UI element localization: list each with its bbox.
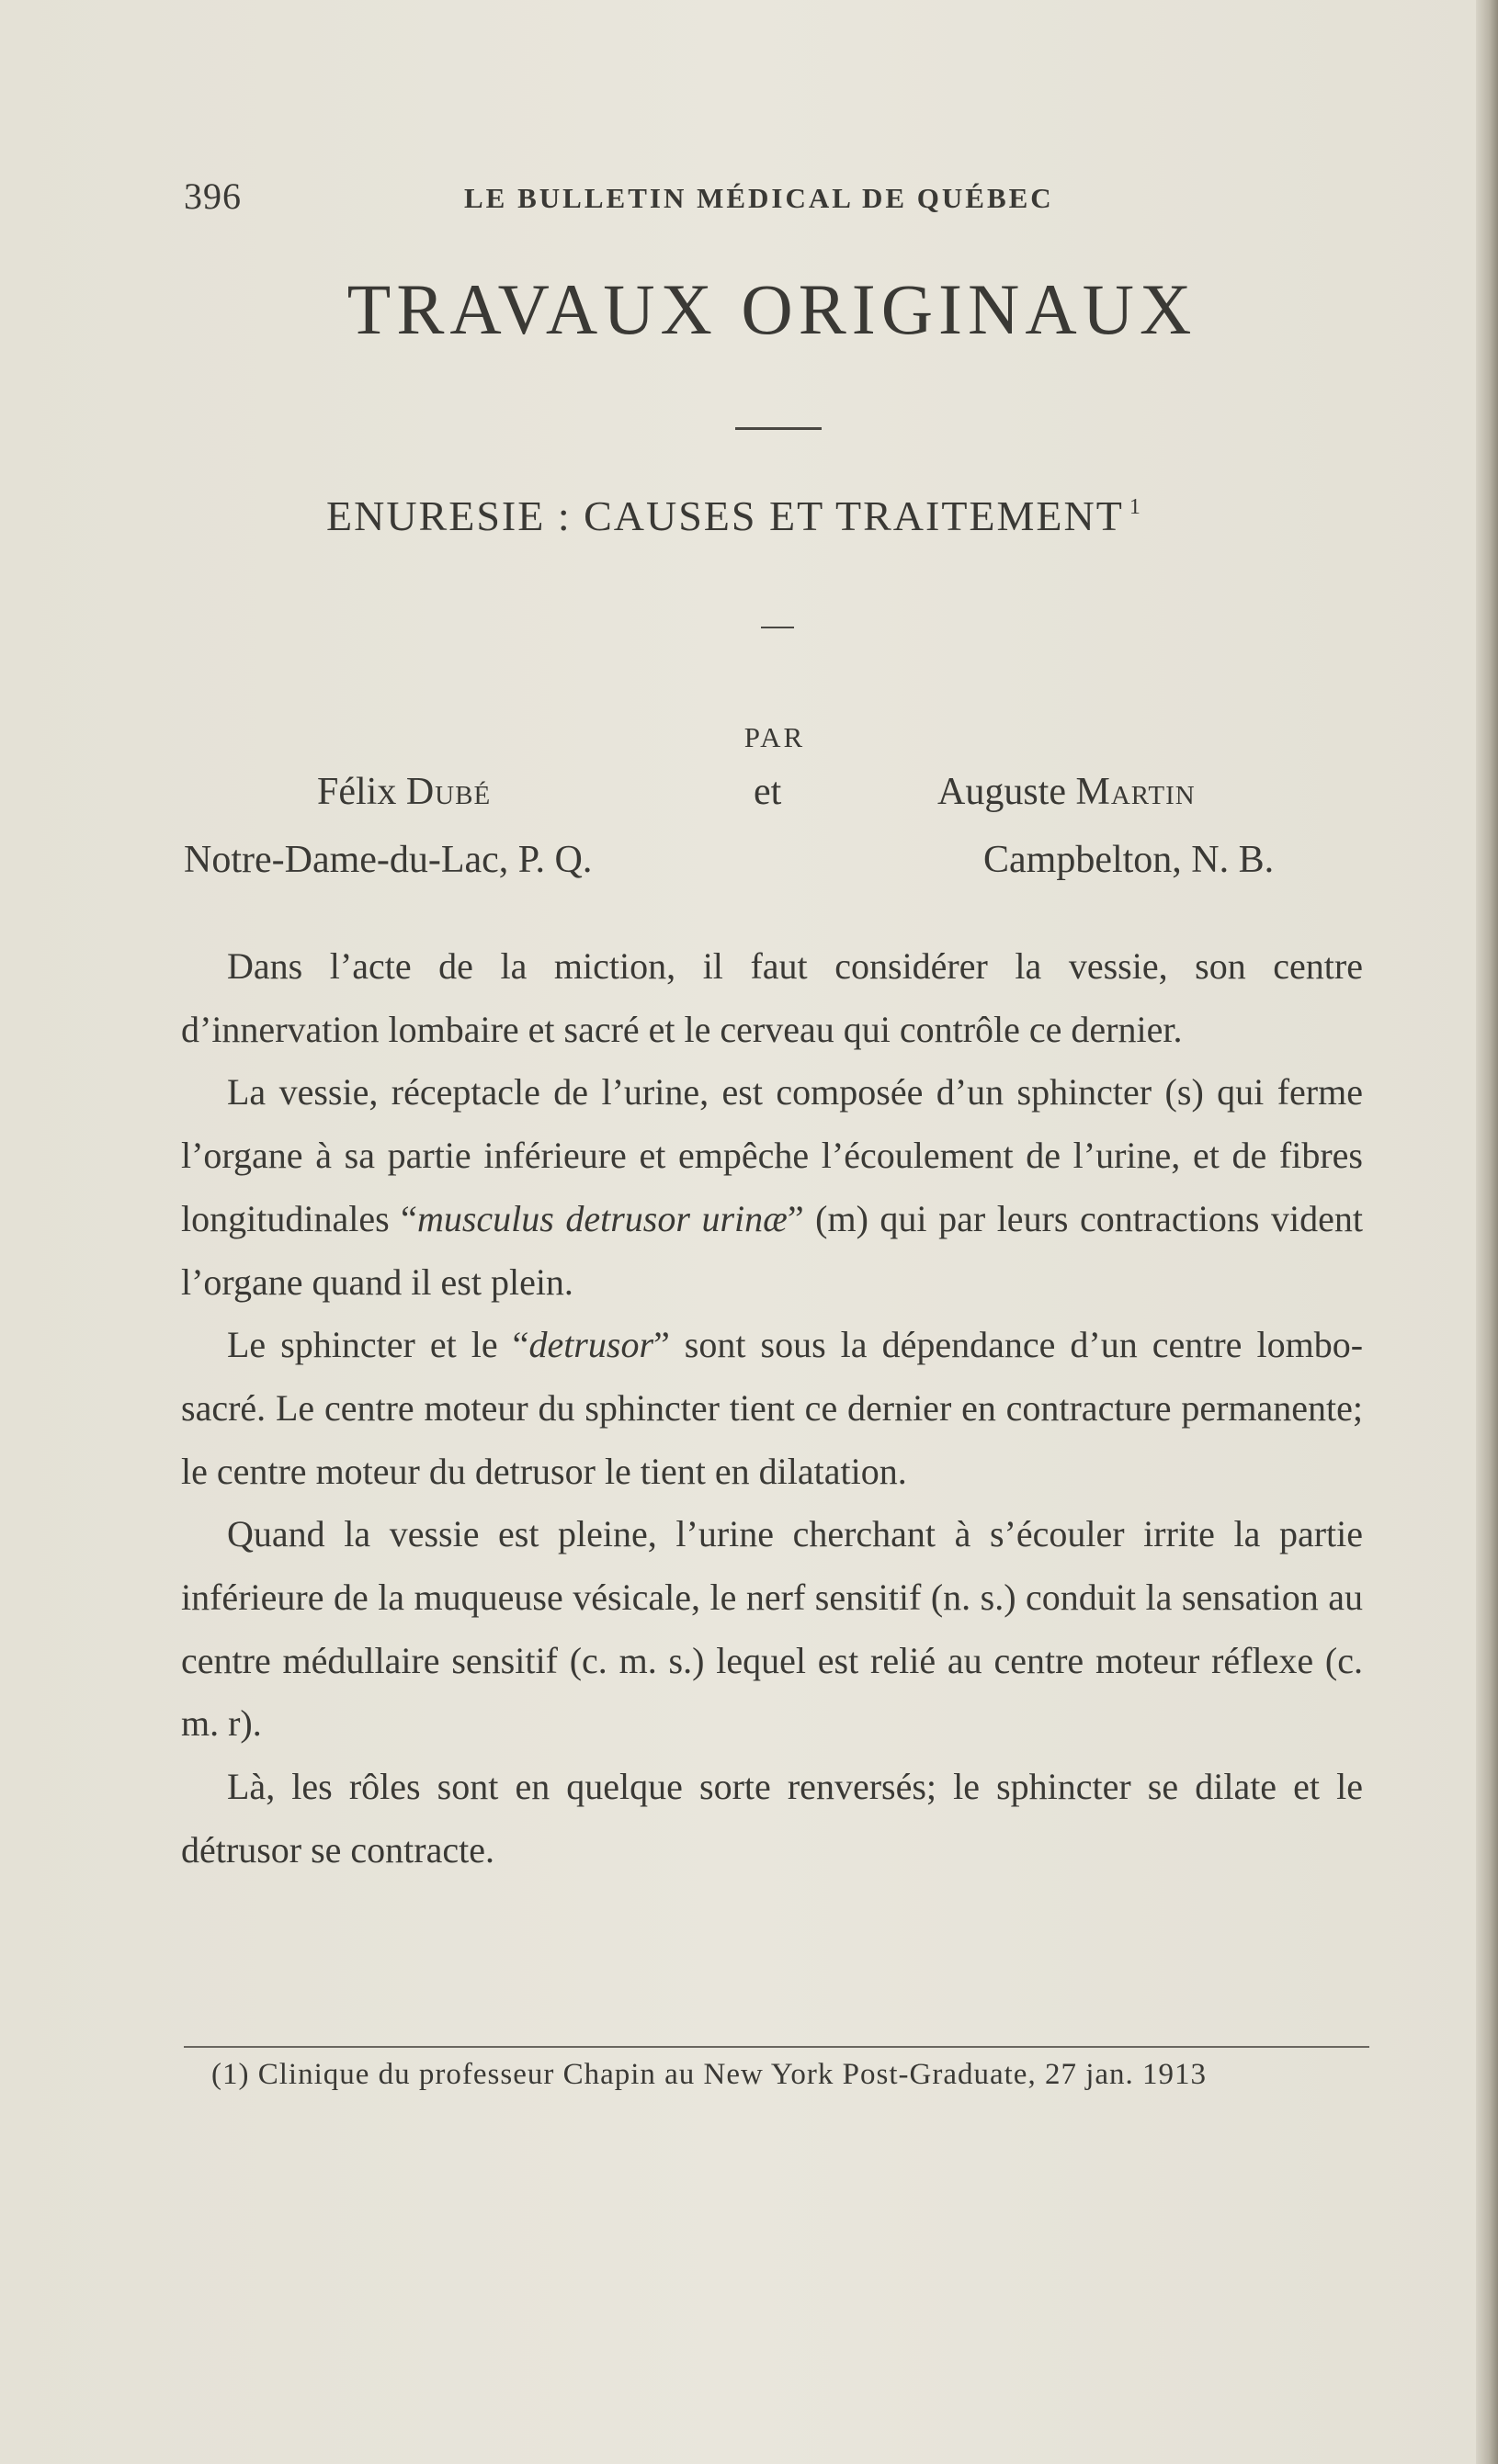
paragraph-3-italic: detrusor <box>528 1324 654 1366</box>
author1-first: Félix <box>317 771 397 813</box>
authors-block <box>184 770 1369 899</box>
article-title <box>326 492 1142 540</box>
byline-dash <box>761 627 794 628</box>
footnote: (1) Clinique du professeur Chapin au New York Post-Graduate, 27 jan. 1913 <box>211 2058 1208 2091</box>
page-number: 396 <box>184 175 242 217</box>
title-divider <box>735 427 822 430</box>
paragraph-2-latin: musculus detrusor urinæ <box>416 1197 788 1239</box>
running-header <box>184 175 1360 220</box>
running-title: LE BULLETIN MÉDICAL DE QUÉBEC <box>464 182 1054 214</box>
footnote-divider <box>184 2046 1369 2048</box>
author1-name <box>317 770 491 814</box>
paragraph-3-start: Le sphincter et le “ <box>227 1324 529 1366</box>
paragraph-2-end: ” (m) qui par leurs contractions vident l’organe quand il est plein. <box>181 1197 1364 1303</box>
author2-place: Campbelton, N. B. <box>983 839 1275 881</box>
paragraph-4: Quand la vessie est pleine, l’urine cherchant à s’écouler irrite la partie inférieure de la muqueuse vésicale, le nerf sensitif (n. s.) conduit la sensation au centre médullaire sensitif (c. m. s.) lequel est relié au centre moteur réflexe (c. m. r). <box>181 1513 1363 1745</box>
author-conjunction: et <box>754 771 782 813</box>
author2-last: Martin <box>1075 771 1196 813</box>
article-body <box>181 935 1363 1882</box>
byline-par: PAR <box>743 721 806 753</box>
section-title: TRAVAUX ORIGINAUX <box>346 269 1197 349</box>
page-edge-shadow <box>1476 0 1498 2464</box>
author1-place: Notre-Dame-du-Lac, P. Q. <box>184 839 593 881</box>
author1-last: Dubé <box>405 771 492 813</box>
article-title-text: ENURESIE : CAUSES ET TRAITEMENT <box>326 492 1124 539</box>
paragraph-1: Dans l’acte de la miction, il faut considérer la vessie, son centre d’innervation lombaire et sacré et le cerveau qui contrôle ce dernier. <box>181 945 1363 1050</box>
footnote-marker: 1 <box>1129 495 1142 519</box>
paragraph-3 <box>181 1314 1363 1503</box>
author2-first: Auguste <box>937 771 1066 813</box>
paragraph-2 <box>181 1061 1363 1314</box>
author2-name <box>937 770 1196 814</box>
paragraph-5: Là, les rôles sont en quelque sorte renversés; le sphincter se dilate et le détrusor se contracte. <box>181 1766 1363 1871</box>
paragraph-3-end: ” sont sous la dépendance d’un centre lombo-sacré. Le centre moteur du sphincter tient ce dernier en contracture permanente; le centre moteur du detrusor le tient en dilatation. <box>181 1324 1364 1492</box>
paragraph-2-start: La vessie, réceptacle de l’urine, est composée d’un sphincter (s) qui ferme l’organe à sa partie inférieure et empêche l’écoulement de l’urine, et de fibres longitudinales “ <box>181 1071 1363 1239</box>
